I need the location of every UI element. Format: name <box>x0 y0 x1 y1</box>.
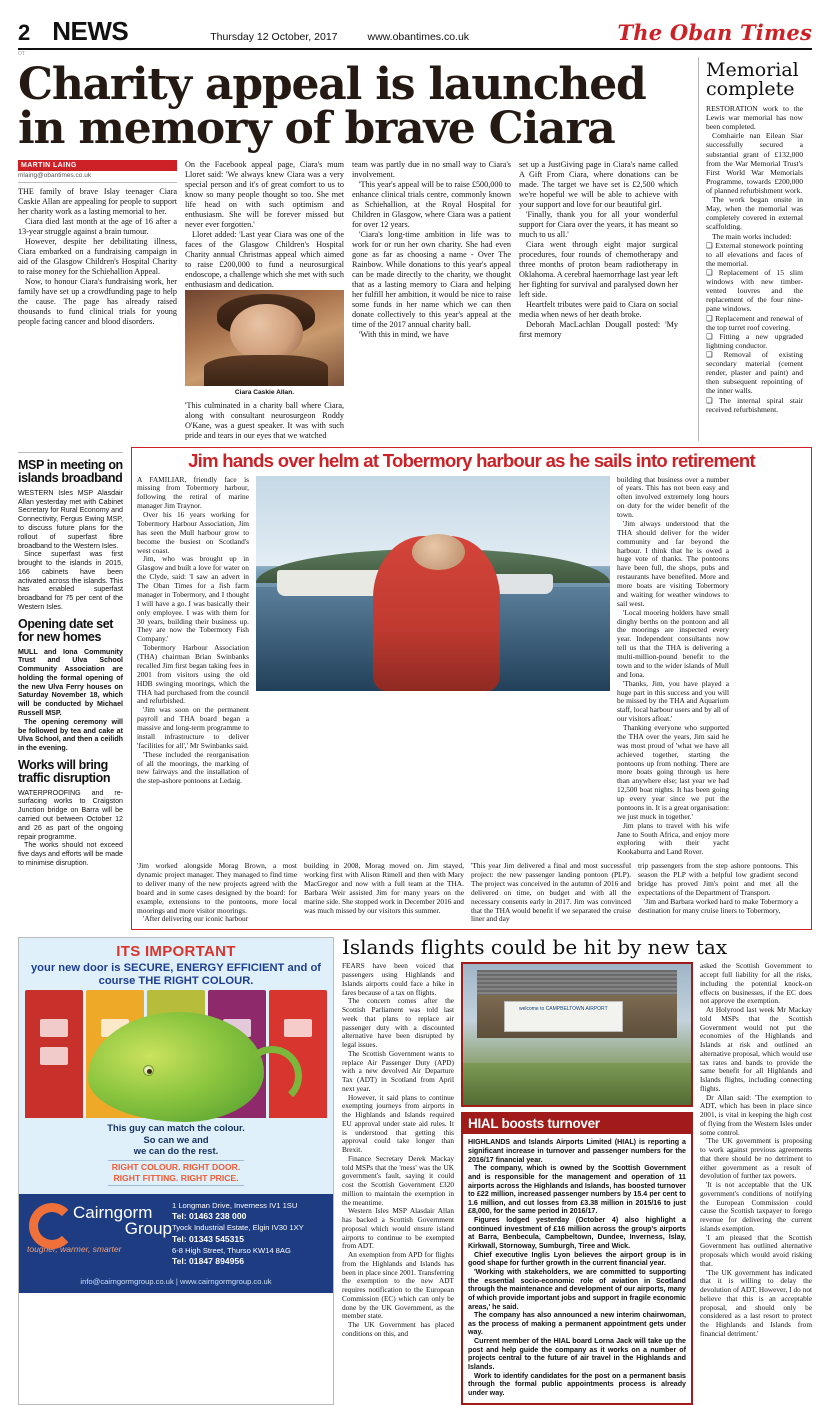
paragraph: The opening ceremony will be followed by tea and cake at Ulva School, and then a ceilidh in the evening. <box>18 717 123 753</box>
tobermory-photo <box>256 476 610 691</box>
lead-col2-text <box>185 160 344 290</box>
hial-story <box>461 1112 693 1404</box>
paragraph: Dr Allan said: 'The exemption to ADT, which has been in place since 2001, is vital in keeping the high cost of flying from the Western Isles under some control. <box>700 1092 812 1137</box>
paragraph: 'It is not acceptable that the UK government's conditions of notifying the European Commission could cause the Scottish taxpayer to forego revenue for delivering the current islands exemption. <box>700 1180 812 1233</box>
lead-col-1 <box>18 160 177 441</box>
masthead-rule <box>18 48 812 50</box>
paragraph: asked the Scottish Government to accept full liability for all the risks, including the potential knock-on effects on businesses, if the EC does not approve the exemption. <box>700 961 812 1006</box>
byline-email: mlaing@obantimes.co.uk <box>18 171 177 183</box>
paragraph: 'I am pleased that the Scottish Government has outlined alternative proposals which would avoid risking that. <box>700 1232 812 1268</box>
paragraph: The UK Government has placed conditions on this, and <box>342 1320 454 1338</box>
paragraph: trip passengers from the step ashore pontoons. This season the PLP with a helpful low gradient second bridge has proved Jim's point and met all the expectations of the Department of Transport. <box>638 861 798 897</box>
paragraph: The work began onsite in May, when the memorial was completely covered in external scaffolding. <box>706 195 803 232</box>
lead-col1-text <box>18 187 177 327</box>
lead-story <box>18 57 690 441</box>
advert-subline: your new door is SECURE, ENERGY EFFICIENT and of course THE RIGHT COLOUR. <box>30 962 322 987</box>
memorial-sidebar <box>698 57 803 441</box>
tobermory-col5-text <box>617 476 729 858</box>
tobermory-col1-text <box>137 476 249 787</box>
publication-date: Thursday 12 October, 2017 <box>210 30 338 43</box>
bottom-section <box>18 937 812 1404</box>
paragraph: 'This year Jim delivered a final and most successful project: the new passenger landing pontoon (PLP). The project was conceived in the autumn of 2016 and delivered on time, on budget and with all the necessary consents early in 2017. Jim was convinced that the THA would benefit if we separated the cruise liner and day <box>471 861 631 924</box>
flights-story <box>342 937 812 1404</box>
paragraph: 'The UK government is proposing to work against previous agreements that there should be no detriment to either government as a result of devolution of further tax powers. <box>700 1136 812 1181</box>
page-title: Charity appeal is launched in memory of brave Ciara <box>18 59 646 154</box>
paragraph: The company, which is owned by the Scottish Government and is responsible for the management and operation of 11 airports across the Highlands and Islands, has boosted turnover to £22 million, increased passenger numbers by 15.4 per cent to 1.6 million, and cut losses from £3.38 million in 2015/16 to just £8,000, for the same period in 2016/17. <box>468 1164 686 1216</box>
tobermory-lower3-text <box>471 862 631 924</box>
paragraph: WATERPROOFING and re-surfacing works to Craigston Junction bridge on Barra will be carried out between October 12 and 26 as part of the ongoing repair programme. <box>18 788 123 841</box>
website-url: www.obantimes.co.uk <box>367 30 470 43</box>
paragraph: 'These included the reorganisation of all the moorings, the marking of new fairways and the installation of the step-ashore pontoons at Ledaig. <box>137 749 249 786</box>
paragraph: Over his 16 years working for Tobermory Harbour Association, Jim has seen the Mull harbour grow to become the busiest on Scotland's west coast. <box>137 510 249 555</box>
paragraph: At Holyrood last week Mr Mackay told MSPs that the Scottish Government would not put the economies of the Highlands and Islands at risk and outlined an alternative proposal, which would use tax rates and bands to provide the same benefit for all Highlands and Islands flights, including connecting flights. <box>700 1005 812 1093</box>
paragraph: The main works included: <box>712 231 792 241</box>
paragraph: team was partly due in no small way to Ciara's involvement. <box>352 160 511 180</box>
lead-col-3 <box>352 160 511 441</box>
photo-person-head <box>412 534 465 571</box>
tobermory-photo-wrap <box>256 476 610 858</box>
photo-grass <box>463 1063 691 1105</box>
paragraph: 'Jim always understood that the THA should deliver for the wider community and far beyond the harbour. I think that he is owed a huge vote of thanks. The pontoons have been full, the shops, pubs and restaurants have benefited. More and more boats are visiting Tobermory and waiting for weather windows to sail west. <box>617 518 729 608</box>
tel-line[interactable]: Tel: 01847 894956 <box>172 1256 244 1267</box>
paragraph: MULL and Iona Community Trust and Ulva School Community Association are holding the formal opening of the new Ulva Ferry houses on Saturday November 18, which will be conducted by Michael Russell MSP. <box>18 647 123 717</box>
paragraph: 'Jim worked alongside Morag Brown, a most dynamic project manager. They managed to find time to deliver many of the new projects agreed with the board and in some cases designed by the board: for example, extensions to the pontoons, more local moorings and more visitor moorings. <box>137 861 297 915</box>
brand-line-1: Cairngorm <box>73 1203 153 1223</box>
paragraph: Lloret added: 'Last year Ciara was one of the faces of the Glasgow Children's Hospital Charity annual Christmas appeal which aimed to raise £200,000 to fund a neurosurgical endoscope, a challenge which she met with such enthusiasm and dedication. <box>185 230 344 290</box>
tel-line[interactable]: Tel: 01463 238 000 <box>172 1211 247 1222</box>
nibs-sidebar <box>18 447 123 930</box>
flights-right-text <box>700 962 812 1338</box>
flights-col-right <box>700 962 812 1404</box>
bullet-item: ❑ Replacement and renewal of the top turret roof covering. <box>706 313 803 332</box>
top-section <box>18 57 812 441</box>
paragraph: 'Ciara's long-time ambition in life was to work for or run her own charity. She had even gone as far as choosing a name - Over The Rainbow. While donations to this year's appeal can be made directly to the charity, we thought that as a lasting memory to Ciara and helping her fulfill her ambition, it would be nice to raise some funds in her name which we can then donate collectively to this year's appeal at the time of the 2017 annual charity ball. <box>352 230 511 330</box>
page-number: 2 <box>18 20 31 45</box>
paragraph: Jim, who was brought up in Glasgow and built a love for water on the Clyde, said: 'I saw an advert in The Oban Times for a fish farm manager in Tobermory, and I thought I will have a go. I was basically their only employee. I was with them for 30 years, building their business up. They are now the Tobermory Fish Company.' <box>137 554 249 644</box>
advert-its-important: ITS IMPORTANT <box>116 943 236 961</box>
cairngorm-advert[interactable] <box>18 937 334 1404</box>
door-red <box>25 990 83 1118</box>
address-line: 1 Longman Drive, Inverness IV1 1SU <box>172 1201 298 1211</box>
photo-face-shape <box>230 304 303 362</box>
nib-headline-traffic: Works will bring traffic disruption <box>18 757 111 785</box>
flights-col1-text <box>342 962 454 1338</box>
chameleon-eye-icon <box>143 1065 154 1076</box>
paragraph: 'With this in mind, we have <box>359 330 449 340</box>
lead-col4-text <box>519 160 678 340</box>
tobermory-lower2-text <box>304 862 464 915</box>
nib-text-homes <box>18 648 123 753</box>
ciara-photo <box>185 290 344 386</box>
advert-tagline-2: So can we and <box>143 1133 209 1145</box>
address-line: 6-8 High Street, Thurso KW14 8AG <box>172 1245 291 1255</box>
flights-col-1 <box>342 962 454 1404</box>
photo-body-shape <box>204 355 328 386</box>
paragraph: FEARS have been voiced that passengers using Highlands and Islands airports could face a hike in fares because of a tax on flights. <box>342 961 454 997</box>
newspaper-logo: The Oban Times <box>617 20 812 45</box>
paragraph: 'Jim was soon on the permanent payroll and THA board began a massive and long-term programme to install infrastructure to deliver 'facilities for all',' Mr Swinbanks said. <box>137 705 249 750</box>
tobermory-lower1-text <box>137 862 297 924</box>
paragraph: WESTERN Isles MSP Alasdair Allan yesterday met with Cabinet Secretary for Rural Economy and Connectivity, Fergus Ewing MSP, to discuss future plans for the rollout of superfast fibre broadband to the Western Isles. <box>18 488 123 550</box>
paragraph: Since superfast was first brought to the islands in 2015, 166 cabinets have been activated across the islands. This has enabled superfast broadband for 75 per cent of the Western Isles. <box>18 550 123 611</box>
paragraph: The concern comes after the Scottish Parliament was told last week that plans to replace air passenger duty with a discounted alternative have been disrupted by legal issues. <box>342 996 454 1050</box>
bullet-item: ❑ Fitting a new upgraded lightning conductor. <box>706 331 803 350</box>
paragraph: set up a JustGiving page in Ciara's name called A Gift From Ciara, where donations can be made. The target we have set is £2,500 which we're hopeful we will be able to achieve with your support and love for our beautiful girl. <box>519 160 678 210</box>
paragraph: A FAMILIAR, friendly face is missing from Tobermory harbour, following the retiral of marine manager Jim Traynor. <box>137 474 249 511</box>
tobermory-top-columns <box>137 476 806 858</box>
paragraph: 'After delivering our iconic harbour <box>143 914 249 924</box>
paragraph: HIGHLANDS and Islands Airports Limited (HIAL) is reporting a significant increase in turnover and passenger numbers for the 2016/17 financial year. <box>468 1138 686 1164</box>
bullet-item: ❑ Replacement of 15 slim windows with new timber-vented louvres and the replacement of the four nine-pane windows. <box>706 267 803 314</box>
byline-name: MARTIN LAING <box>18 160 177 171</box>
nib-headline-homes: Opening date set for new homes <box>18 616 114 644</box>
tobermory-lower-col-3 <box>471 862 631 924</box>
photo-boat <box>277 570 383 596</box>
paragraph: Western Isles MSP Alasdair Allan has backed a Scottish Government proposal which would ensure island airports to continue to be exempted from ADT. <box>342 1206 454 1251</box>
paragraph: 'Jim and Barbara worked hard to make Tobermory a destination for many cruise liners to Tobermory, <box>638 896 798 915</box>
advert-doors-image <box>19 990 333 1118</box>
ot-mark: OT <box>18 51 25 57</box>
paragraph: Finance Secretary Derek Mackay told MSPs that the 'mess' was the UK government's fault, saying it could cost the Scottish Government £320 million to maintain the exemption in the meantime. <box>342 1153 454 1207</box>
campbeltown-airport-photo <box>461 962 693 1107</box>
nib-text-traffic <box>18 789 123 868</box>
advert-footer-links[interactable]: info@cairngormgroup.co.uk | www.cairngormgroup.co.uk <box>19 1273 333 1293</box>
paragraph: RESTORATION work to the Lewis war memorial has now been completed. <box>706 104 803 132</box>
paragraph: On the Facebook appeal page, Ciara's mum Lloret said: 'We always knew Ciara was a very special person and it's of great comfort to us to know so many people thought so too. She met life head on with such optimism and enthusiasm. She will be forever missed but never ever forgotten.' <box>185 160 344 230</box>
paragraph: 'Thanks, Jim, you have played a huge part in this success and you will be missed by the THA and Aquarium staff, local harbour users and by all of our visitors afloat.' <box>617 678 729 724</box>
paragraph: 'Working with stakeholders, we are committed to supporting the essential socio-economic role of aviation in Scotland through the maintenance and development of our airports, many of which provide important jobs and support in fragile economic areas,' he said. <box>468 1267 686 1311</box>
paragraph: building that business over a number of years. This has not been easy and often involved extremely long hours on duty for the wider benefit of the town. <box>617 474 729 520</box>
hial-text <box>463 1134 691 1402</box>
nib-headline-broadband: MSP in meeting on islands broadband <box>18 458 123 485</box>
photo-sign-text: welcome to CAMPBELTOWN AIRPORT <box>518 1005 608 1012</box>
lead-col-4 <box>519 160 678 441</box>
advert-red-slogan <box>108 1160 244 1185</box>
paragraph: Ciara went through eight major surgical procedures, four rounds of chemotherapy and three months of proton beam radiotherapy in Oklahoma. A cerebral haemorrhage last year left her fighting for survival and paralysed down her left side. <box>519 240 678 300</box>
tel-line[interactable]: Tel: 01343 545315 <box>172 1233 244 1244</box>
paragraph: THE family of brave Islay teenager Ciara Caskie Allan are appealing for people to support her charity work as a lasting memorial to her. <box>18 187 177 217</box>
tobermory-lower-col-1 <box>137 862 297 924</box>
paragraph: Jim plans to travel with his wife Jane to South Africa, and enjoy more exploring with their yacht Kookaburra and Land Rover. <box>617 820 729 857</box>
paragraph: building in 2008, Morag moved on. Jim stayed, working first with Alison Rimell and then with Mary MacGregor and now with a full team at the THA. Barbara Weir assisted Jim for many years on the marine side. She stopped work in December 2016 and was much missed by our visitors this summer. <box>304 861 464 915</box>
tobermory-col-5 <box>617 476 729 858</box>
hial-headline: HIAL boosts turnover <box>463 1114 691 1134</box>
lead-col2-text-b <box>185 401 344 441</box>
paragraph: 'The UK government has indicated that it is willing to delay the devolution of ADT. However, I do not believe that this is an acceptable proposal, and should only be considered as a last resort to protect the Highlands and Islands from financial detriment.' <box>700 1267 812 1338</box>
bullet-item: ❑ Removal of existing secondary material (cement render, plaster and paint) and then subsequent repointing of the inner walls. <box>706 349 803 396</box>
middle-section <box>18 447 812 930</box>
flights-columns <box>342 962 812 1404</box>
advert-red-line-1: RIGHT COLOUR. RIGHT DOOR. <box>111 1162 241 1173</box>
lead-col-2 <box>185 160 344 441</box>
chameleon-tail <box>242 1046 302 1106</box>
paragraph: The Scottish Government wants to replace Air Passenger Duty (APD) with a new devolved Air Departure Tax (ADT) in Scotland from April next year. <box>342 1048 454 1093</box>
tobermory-lower-col-4 <box>638 862 798 924</box>
paragraph: Work to identify candidates for the post on a permanent basis through the formal public appointments process is already under way. <box>468 1371 686 1397</box>
section-title: NEWS <box>52 16 129 46</box>
lead-story-columns <box>18 160 690 441</box>
paragraph: 'This year's appeal will be to raise £500,000 to enhance clinical trials centre, commonly known as Schiehallion, at the Royal Hospital for Children in Glasgow, where Ciara was a patient for over 12 years. <box>352 180 511 230</box>
tobermory-headline: Jim hands over helm at Tobermory harbour as he sails into retirement <box>188 450 755 472</box>
tobermory-col-1 <box>137 476 249 858</box>
advert-tagline-block <box>19 1118 333 1194</box>
tobermory-lower-col-2 <box>304 862 464 924</box>
memorial-text <box>706 104 803 414</box>
paragraph: The works should not exceed five days and efforts will be made to minimise disruption. <box>18 841 123 867</box>
paragraph: Comhairle nan Eilean Siar successfully secured a substantial grant of £132,000 from the War Memorial Trust's First World War Memorials Programme, towards £200,000 of planned refurbishment work. <box>706 131 803 195</box>
paragraph: Current member of the HIAL board Lorna Jack will take up the post and help guide the company as it works on a number of projects central to the future of air travel in the Highlands and Islands. <box>468 1337 686 1371</box>
bullet-item: ❑ External stonework pointing to all elevations and faces of the memorial. <box>706 240 803 268</box>
divider <box>18 452 123 453</box>
paragraph: Thanking everyone who supported the THA over the years, Jim said he was most proud of 'what we have all achieved together, starting the pontoons up from nothing. There are more boats going through us here than anywhere else; last year we had 12,500 boat nights. It has been going up every year since we put the pontoons in. It is a great organisation: we just muck in together.' <box>617 723 729 821</box>
paragraph: Deborah MacLachlan Dougall posted: 'My first memory <box>519 320 678 340</box>
paragraph: Now, to honour Ciara's fundraising work, her family have set up a crowdfunding page to help the cause. The page has already raised thousands to fund clinical trials for young people facing cancer and blood disorders. <box>18 277 177 327</box>
memorial-headline: Memorial complete <box>706 59 799 100</box>
paragraph: 'Finally, thank you for all your wonderful support for Ciara over the years, it has meant so much to us all.' <box>519 210 678 240</box>
cairngorm-logo <box>27 1201 172 1268</box>
paragraph: 'This culminated in a charity ball where Ciara, along with consultant neurosurgeon Roddy O'Kane, was a guest speaker. It was with such pride and tears in our eyes that we watched <box>185 401 344 441</box>
photo-roof <box>477 970 678 995</box>
masthead <box>18 0 812 44</box>
advert-red-line-2: RIGHT FITTING. RIGHT PRICE. <box>113 1173 239 1184</box>
brand-tagline: tougher, warmer, smarter <box>27 1244 122 1255</box>
paragraph: Ciara died last month at the age of 16 after a 13-year struggle against a brain tumour. <box>18 217 177 237</box>
paragraph: An exemption from APD for flights from the Highlands and Islands has been in place since 2001. Transferring the exemption to the new ADT requires notification to the European Commission (EC) which can only be done by the UK Government, as the member state. <box>342 1250 454 1321</box>
paragraph: 'Local mooring holders have small dinghy berths on the pontoon and all the moorings are inspected every year. Independent consultants now tell us that the THA is delivering a multi-million-pound benefit to the town and to the wider islands of Mull and Iona. <box>617 607 729 679</box>
tobermory-lower4-text <box>638 862 798 915</box>
paragraph: However, it said plans to continue exempting journeys from airports in the Highlands and Islands required EU approval under state aid rules. It is understood that getting this approval could take longer than Brexit. <box>342 1092 454 1155</box>
advert-tagline-1: This guy can match the colour. <box>107 1122 245 1134</box>
paragraph: Heartfelt tributes were paid to Ciara on social media when news of her death broke. <box>519 300 678 320</box>
paragraph: Figures lodged yesterday (October 4) also highlight a continued investment of £16 million across the group's airports at Barra, Benbecula, Campbeltown, Dundee, Inverness, Islay, Kirkwall, Stornoway, Sumburgh, Tiree and Wick. <box>468 1216 686 1251</box>
paragraph: Chief executive Inglis Lyon believes the airport group is in good shape for further growth in the current financial year. <box>468 1250 686 1268</box>
advert-contact-block <box>19 1194 333 1273</box>
tobermory-story <box>131 447 812 930</box>
swoosh-icon <box>29 1203 75 1249</box>
flights-center-column <box>461 962 693 1404</box>
lead-col3-text <box>352 160 511 340</box>
flights-headline: Islands flights could be hit by new tax <box>342 935 728 960</box>
bullet-item: ❑ The internal spiral stair received refurbishment. <box>706 395 803 414</box>
nib-text-broadband <box>18 489 123 612</box>
photo-caption: Ciara Caskie Allan. <box>234 389 295 397</box>
paragraph: However, despite her debilitating illness, Ciara embarked on a fundraising campaign in aid of the Glasgow Children's Hospital Charity to raise money for the Schiehallion Appeal. <box>18 237 177 277</box>
address-line: Tyock Industrial Estate, Elgin IV30 1XY <box>172 1223 304 1233</box>
paragraph: The company has also announced a new interim chairwoman, as the process of making a permanent appointment gets under way. <box>468 1311 686 1337</box>
tobermory-lower-columns <box>137 862 806 924</box>
paragraph: Tobermory Harbour Association (THA) chairman Brian Swinbanks recalled Jim first began taking fees in 2001 from visitors using the old HDB swinging moorings, which the THA had purchased from the council and refurbished. <box>137 643 249 706</box>
advert-tagline-3: we can do the rest. <box>133 1145 219 1156</box>
advert-addresses <box>172 1201 325 1268</box>
brand-line-2: Group <box>124 1219 172 1239</box>
advert-header <box>19 938 333 990</box>
